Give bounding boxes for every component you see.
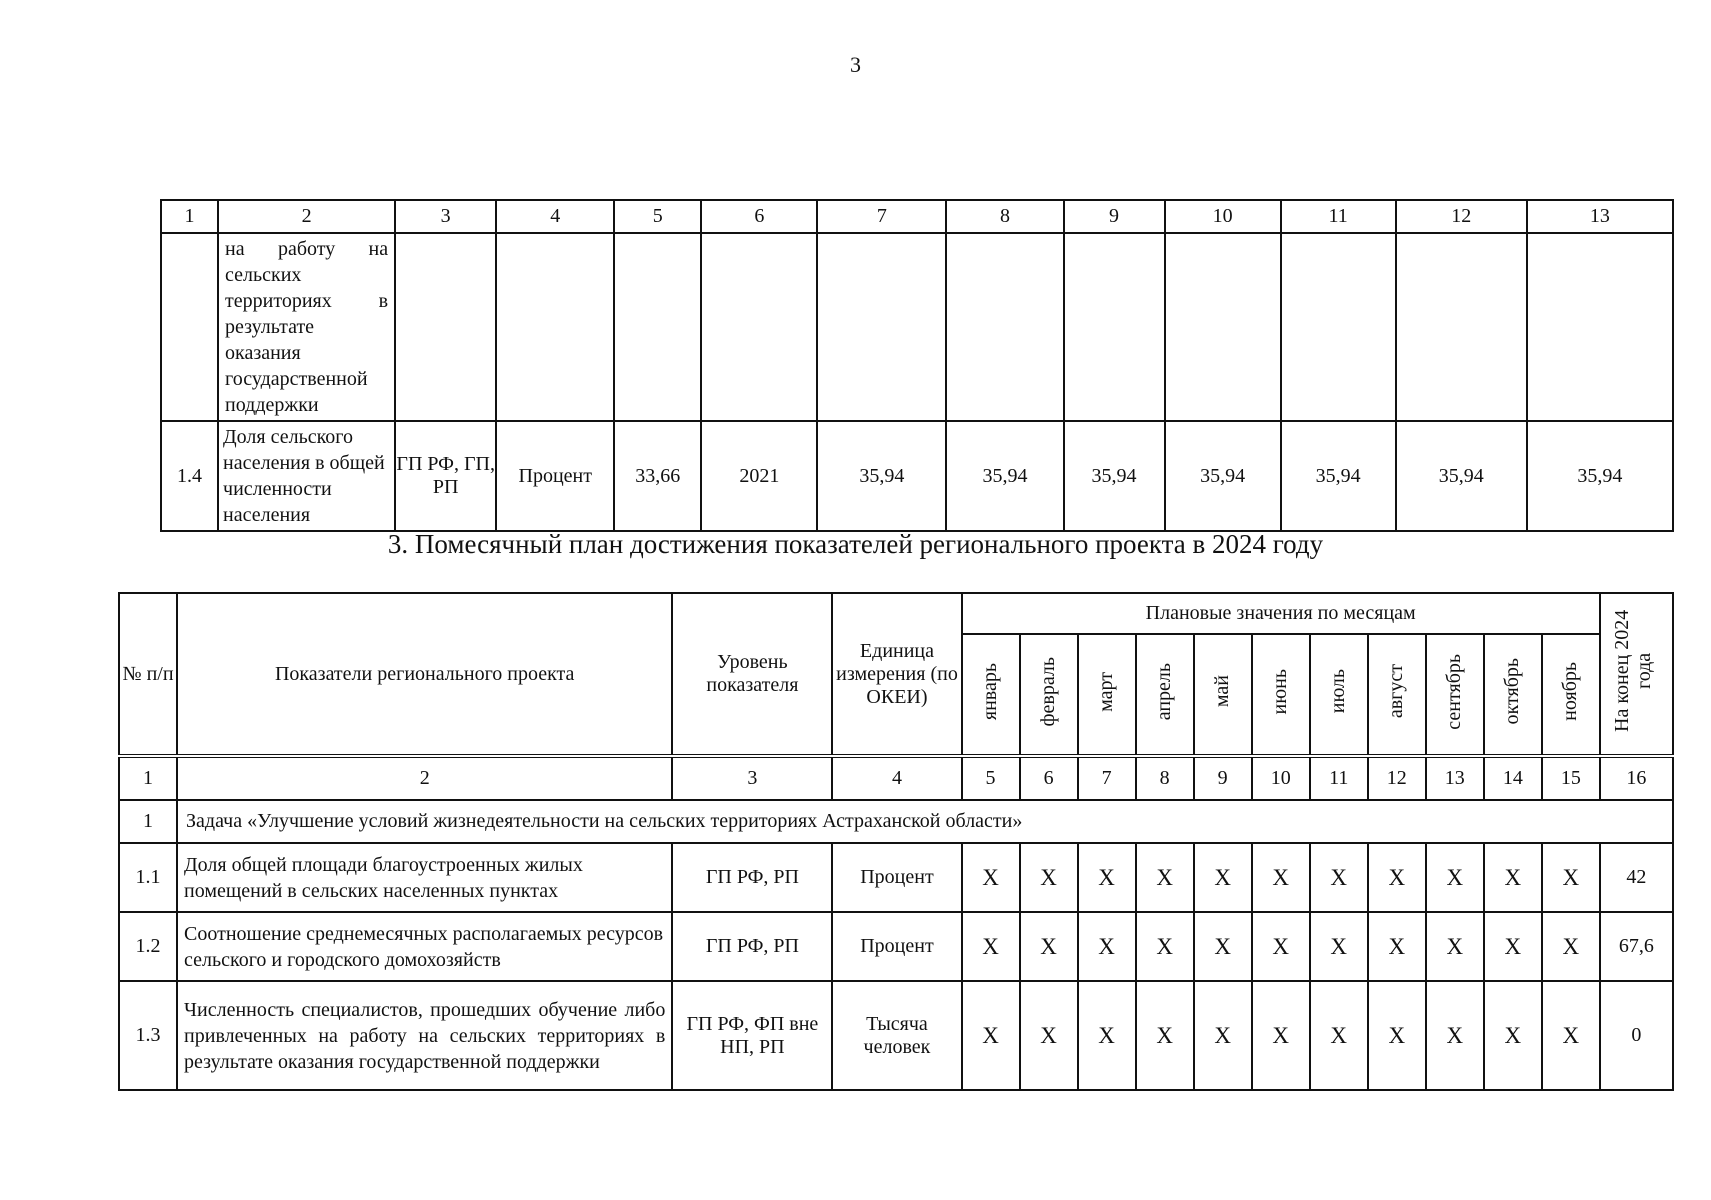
task-text: Задача «Улучшение условий жизнедеятельности на сельских территориях Астраханской области» — [177, 800, 1673, 843]
empty-cell — [1064, 233, 1165, 421]
month-mark: X — [1020, 843, 1078, 912]
monthly-plan-table — [118, 592, 1674, 1091]
col-number: 14 — [1484, 756, 1542, 800]
month-mark: X — [1368, 912, 1426, 981]
month-mark: X — [1194, 912, 1252, 981]
empty-cell — [496, 233, 614, 421]
indicator-level: ГП РФ, ФП вне НП, РП — [672, 981, 832, 1090]
col-number: 5 — [962, 756, 1020, 800]
end-year-value: 42 — [1600, 843, 1673, 912]
col-number: 1 — [119, 756, 177, 800]
col-number: 13 — [1426, 756, 1484, 800]
month-cell — [1136, 634, 1194, 756]
month-mark: X — [962, 981, 1020, 1090]
month-mark: X — [1426, 843, 1484, 912]
month-cell — [1020, 634, 1078, 756]
col-number: 12 — [1368, 756, 1426, 800]
col-number: 8 — [946, 200, 1063, 233]
col-number: 4 — [832, 756, 961, 800]
col-number: 8 — [1136, 756, 1194, 800]
col-number: 6 — [1020, 756, 1078, 800]
col-unit-header: Единица измерения (по ОКЕИ) — [832, 593, 961, 756]
continuation-text: на работу на сельских территориях в результате оказания государственной поддержки — [218, 233, 395, 421]
month-mark: X — [1194, 843, 1252, 912]
month-mark: X — [1368, 981, 1426, 1090]
empty-cell — [161, 233, 218, 421]
month-mark: X — [1310, 912, 1368, 981]
month-label: февраль — [1037, 656, 1060, 727]
month-cell — [1368, 634, 1426, 756]
empty-cell — [817, 233, 946, 421]
col-number: 7 — [1078, 756, 1136, 800]
month-label: март — [1095, 671, 1118, 712]
table-row — [119, 981, 1673, 1090]
month-mark: X — [1542, 981, 1600, 1090]
row-number: 1.3 — [119, 981, 177, 1090]
month-mark: X — [1252, 981, 1310, 1090]
empty-cell — [1281, 233, 1396, 421]
month-label: май — [1211, 675, 1234, 708]
task-number: 1 — [119, 800, 177, 843]
empty-cell — [395, 233, 496, 421]
month-cell — [1078, 634, 1136, 756]
col-number: 1 — [161, 200, 218, 233]
table-row — [161, 421, 1673, 531]
month-label: апрель — [1153, 662, 1176, 721]
value-cell: 35,94 — [817, 421, 946, 531]
month-mark: X — [962, 843, 1020, 912]
month-mark: X — [1136, 843, 1194, 912]
month-cell — [1194, 634, 1252, 756]
month-mark: X — [1078, 843, 1136, 912]
month-mark: X — [1194, 981, 1252, 1090]
month-mark: X — [1020, 981, 1078, 1090]
col-number: 9 — [1064, 200, 1165, 233]
empty-cell — [1165, 233, 1281, 421]
col-number: 3 — [395, 200, 496, 233]
indicator-name: Численность специалистов, прошедших обучение либо привлеченных на работу на сельских территориях в результате оказания государственной поддержки — [177, 981, 672, 1090]
month-mark: X — [1020, 912, 1078, 981]
month-cell — [1252, 634, 1310, 756]
col-number: 9 — [1194, 756, 1252, 800]
month-mark: X — [1542, 912, 1600, 981]
col-level-header: Уровень показателя — [672, 593, 832, 756]
end-year-value: 0 — [1600, 981, 1673, 1090]
indicator-level: ГП РФ, РП — [672, 912, 832, 981]
month-mark: X — [1484, 843, 1542, 912]
indicator-unit: Процент — [832, 843, 961, 912]
table-header-row — [161, 200, 1673, 233]
indicator-level: ГП РФ, ГП, РП — [395, 421, 496, 531]
col-end-header: На конец 2024 года — [1611, 609, 1656, 733]
month-label: июнь — [1269, 668, 1292, 715]
col-number: 3 — [672, 756, 832, 800]
month-label: январь — [979, 662, 1002, 721]
col-num-header: № п/п — [119, 593, 177, 756]
col-number: 6 — [701, 200, 817, 233]
month-mark: X — [1078, 912, 1136, 981]
value-cell: 35,94 — [1527, 421, 1673, 531]
indicator-name: Соотношение среднемесячных располагаемых ресурсов сельского и городского домохозяйств — [177, 912, 672, 981]
section-title: 3. Помесячный план достижения показателей регионального проекта в 2024 году — [387, 529, 1324, 559]
month-mark: X — [1426, 912, 1484, 981]
month-mark: X — [1252, 912, 1310, 981]
base-year: 2021 — [701, 421, 817, 531]
table-row — [161, 233, 1673, 421]
month-mark: X — [1484, 912, 1542, 981]
empty-cell — [701, 233, 817, 421]
month-label: июль — [1327, 669, 1350, 714]
col-indicators-header: Показатели регионального проекта — [177, 593, 672, 756]
col-number: 10 — [1165, 200, 1281, 233]
col-number: 13 — [1527, 200, 1673, 233]
value-cell: 35,94 — [1281, 421, 1396, 531]
month-mark: X — [1426, 981, 1484, 1090]
month-label: ноябрь — [1559, 662, 1582, 721]
indicator-unit: Процент — [496, 421, 614, 531]
table-row — [119, 912, 1673, 981]
row-number: 1.1 — [119, 843, 177, 912]
month-mark: X — [1484, 981, 1542, 1090]
month-cell — [1426, 634, 1484, 756]
month-mark: X — [1542, 843, 1600, 912]
col-number: 11 — [1281, 200, 1396, 233]
month-mark: X — [1368, 843, 1426, 912]
value-cell: 35,94 — [1165, 421, 1281, 531]
month-mark: X — [1136, 981, 1194, 1090]
month-mark: X — [1310, 843, 1368, 912]
indicator-unit: Процент — [832, 912, 961, 981]
col-number: 4 — [496, 200, 614, 233]
month-cell — [962, 634, 1020, 756]
month-cell — [1484, 634, 1542, 756]
value-cell: 35,94 — [946, 421, 1063, 531]
empty-cell — [614, 233, 701, 421]
col-number: 2 — [218, 200, 395, 233]
indicators-table-continued — [160, 199, 1674, 532]
col-number: 2 — [177, 756, 672, 800]
row-number: 1.4 — [161, 421, 218, 531]
base-value: 33,66 — [614, 421, 701, 531]
table-row — [119, 843, 1673, 912]
task-row — [119, 800, 1673, 843]
row-number: 1.2 — [119, 912, 177, 981]
planned-values-header: Плановые значения по месяцам — [962, 593, 1600, 634]
month-mark: X — [962, 912, 1020, 981]
col-number: 12 — [1396, 200, 1527, 233]
month-cell — [1542, 634, 1600, 756]
col-number: 15 — [1542, 756, 1600, 800]
indicator-unit: Тысяча человек — [832, 981, 961, 1090]
value-cell: 35,94 — [1064, 421, 1165, 531]
empty-cell — [1527, 233, 1673, 421]
indicator-level: ГП РФ, РП — [672, 843, 832, 912]
empty-cell — [946, 233, 1063, 421]
col-number: 16 — [1600, 756, 1673, 800]
indicator-name: Доля общей площади благоустроенных жилых помещений в сельских населенных пунктах — [177, 843, 672, 912]
col-number: 7 — [817, 200, 946, 233]
col-number: 10 — [1252, 756, 1310, 800]
empty-cell — [1396, 233, 1527, 421]
month-mark: X — [1078, 981, 1136, 1090]
month-mark: X — [1136, 912, 1194, 981]
value-cell: 35,94 — [1396, 421, 1527, 531]
month-label: август — [1385, 664, 1408, 719]
end-year-value: 67,6 — [1600, 912, 1673, 981]
col-number: 5 — [614, 200, 701, 233]
month-cell — [1310, 634, 1368, 756]
month-mark: X — [1252, 843, 1310, 912]
month-label: октябрь — [1501, 658, 1524, 725]
col-number: 11 — [1310, 756, 1368, 800]
month-mark: X — [1310, 981, 1368, 1090]
column-numbers-row — [119, 756, 1673, 800]
header-row — [119, 593, 1673, 634]
month-label: сентябрь — [1443, 653, 1466, 730]
page-number: 3 — [850, 52, 861, 77]
col-end-header-cell — [1600, 593, 1673, 756]
indicator-name: Доля сельского населения в общей численности населения — [218, 421, 395, 531]
